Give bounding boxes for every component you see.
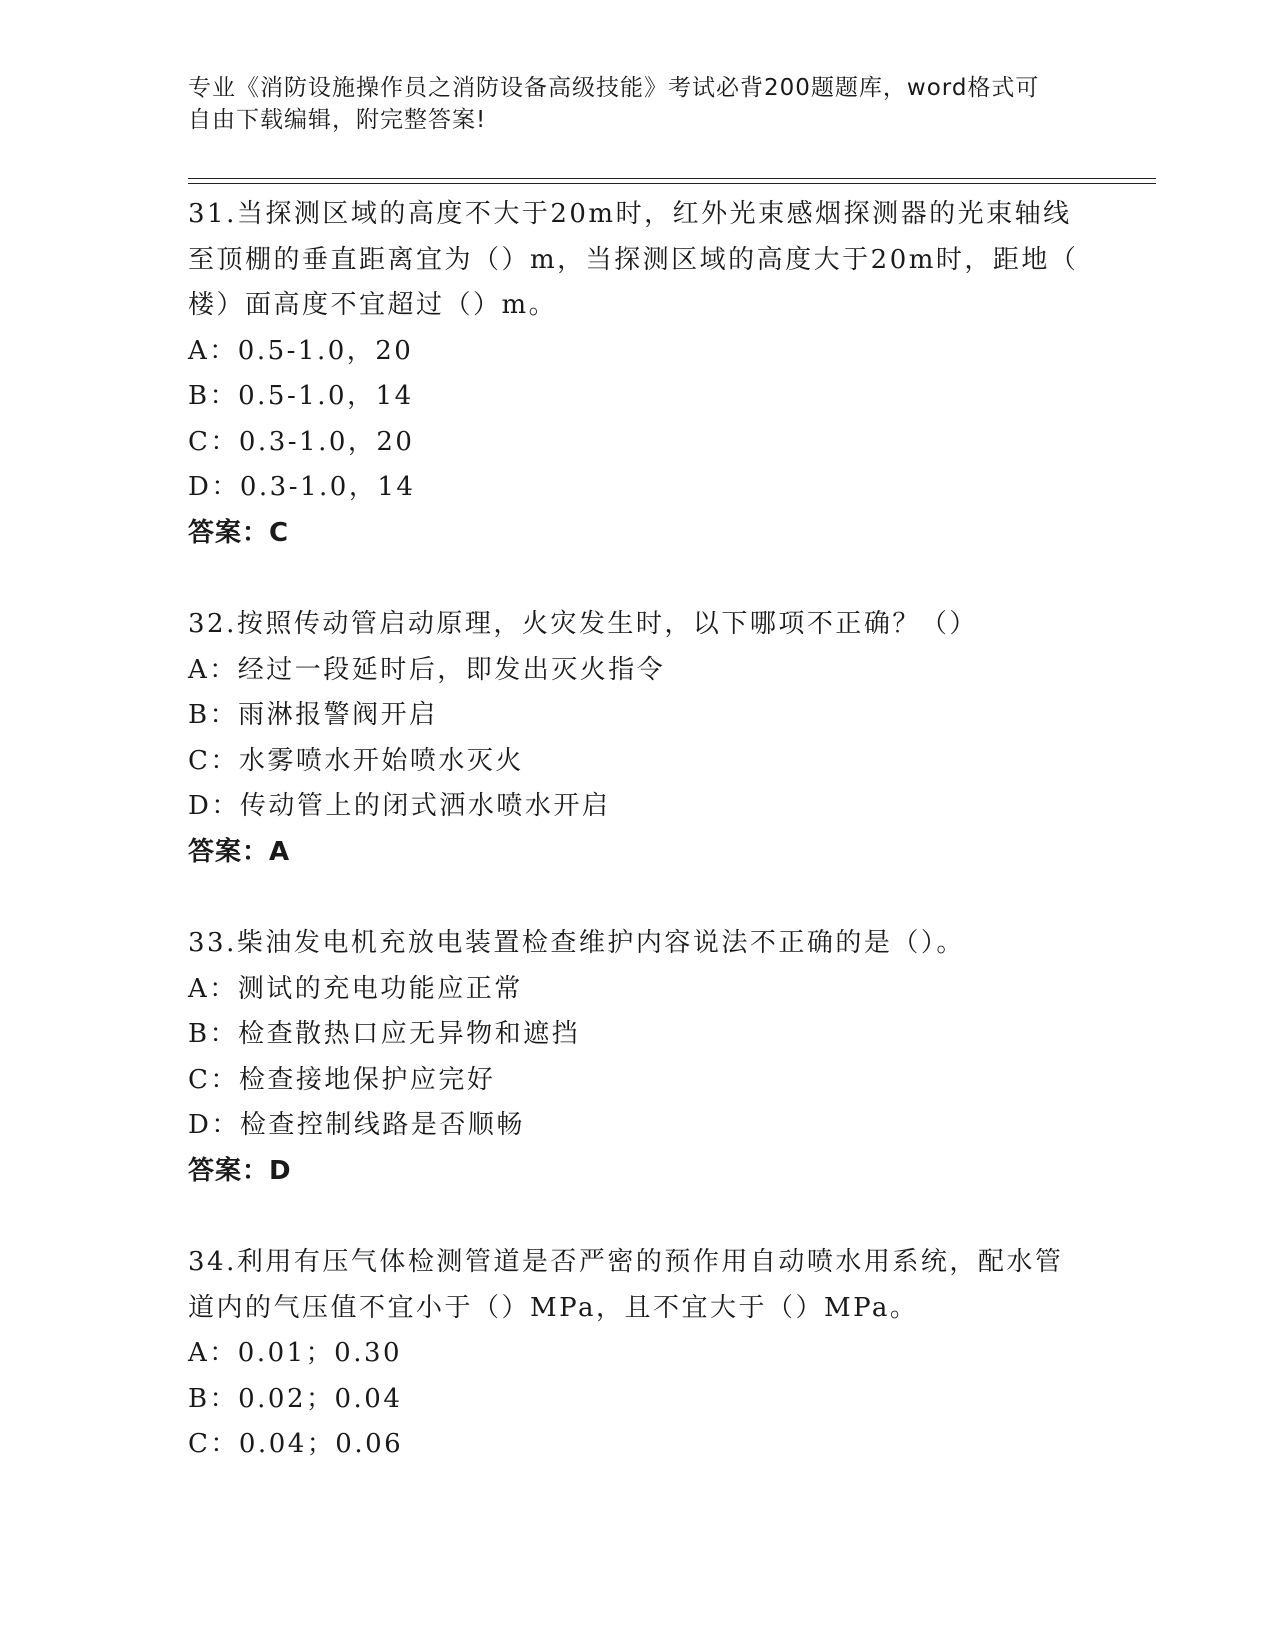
question-31-answer: 答案：C xyxy=(188,517,290,548)
question-31-option-d: D：0.3-1.0，14 xyxy=(188,472,416,502)
question-32-option-d: D：传动管上的闭式洒水喷水开启 xyxy=(188,791,611,821)
question-33-option-b: B：检查散热口应无异物和遮挡 xyxy=(188,1019,581,1049)
question-33-option-c: C：检查接地保护应完好 xyxy=(188,1064,496,1095)
document-header xyxy=(188,72,1088,136)
question-31-option-a: A：0.5-1.0，20 xyxy=(188,335,414,366)
question-33-option-a: A：测试的充电功能应正常 xyxy=(188,973,523,1004)
header-line-1: 专业《消防设施操作员之消防设备高级技能》考试必背200题题库，word格式可 xyxy=(188,75,1040,101)
question-33-answer: 答案：D xyxy=(188,1155,292,1186)
question-34-option-c: C：0.04；0.06 xyxy=(188,1429,404,1459)
question-34-stem-line-2: 道内的气压值不宜小于（）MPa，且不宜大于（）MPa。 xyxy=(188,1292,919,1323)
question-33-option-d: D：检查控制线路是否顺畅 xyxy=(188,1110,525,1140)
question-32-option-c: C：水雾喷水开始喷水灭火 xyxy=(188,745,524,776)
question-31-option-b: B：0.5-1.0，14 xyxy=(188,381,414,411)
question-32 xyxy=(188,602,1088,875)
question-34 xyxy=(188,1240,1088,1468)
question-spacer xyxy=(188,1194,1088,1240)
question-31 xyxy=(188,192,1088,556)
question-31-stem-line-3: 楼）面高度不宜超过（）m。 xyxy=(188,290,558,320)
question-34-option-b: B：0.02；0.04 xyxy=(188,1383,403,1414)
question-34-stem-line-1: 34.利用有压气体检测管道是否严密的预作用自动喷水用系统，配水管 xyxy=(188,1247,1064,1277)
question-32-answer: 答案：A xyxy=(188,836,291,867)
question-spacer xyxy=(188,875,1088,921)
question-34-option-a: A：0.01；0.30 xyxy=(188,1338,403,1368)
question-33 xyxy=(188,921,1088,1194)
question-31-stem-line-2: 至顶棚的垂直距离宜为（）m，当探测区域的高度大于20m时，距地（ xyxy=(188,244,1079,275)
header-divider-bottom xyxy=(188,183,1156,184)
question-33-stem-line-1: 33.柴油发电机充放电装置检查维护内容说法不正确的是（）。 xyxy=(188,928,965,958)
header-divider-top xyxy=(188,178,1156,179)
question-31-option-c: C：0.3-1.0，20 xyxy=(188,426,415,457)
question-32-option-a: A：经过一段延时后，即发出灭火指令 xyxy=(188,654,666,685)
header-line-2: 自由下载编辑，附完整答案! xyxy=(188,107,487,133)
question-spacer xyxy=(188,556,1088,602)
question-32-stem-line-1: 32.按照传动管启动原理，火灾发生时，以下哪项不正确？（） xyxy=(188,609,978,639)
question-32-option-b: B：雨淋报警阀开启 xyxy=(188,700,438,730)
question-list xyxy=(188,192,1088,1468)
question-31-stem-line-1: 31.当探测区域的高度不大于20m时，红外光束感烟探测器的光束轴线 xyxy=(188,199,1072,229)
